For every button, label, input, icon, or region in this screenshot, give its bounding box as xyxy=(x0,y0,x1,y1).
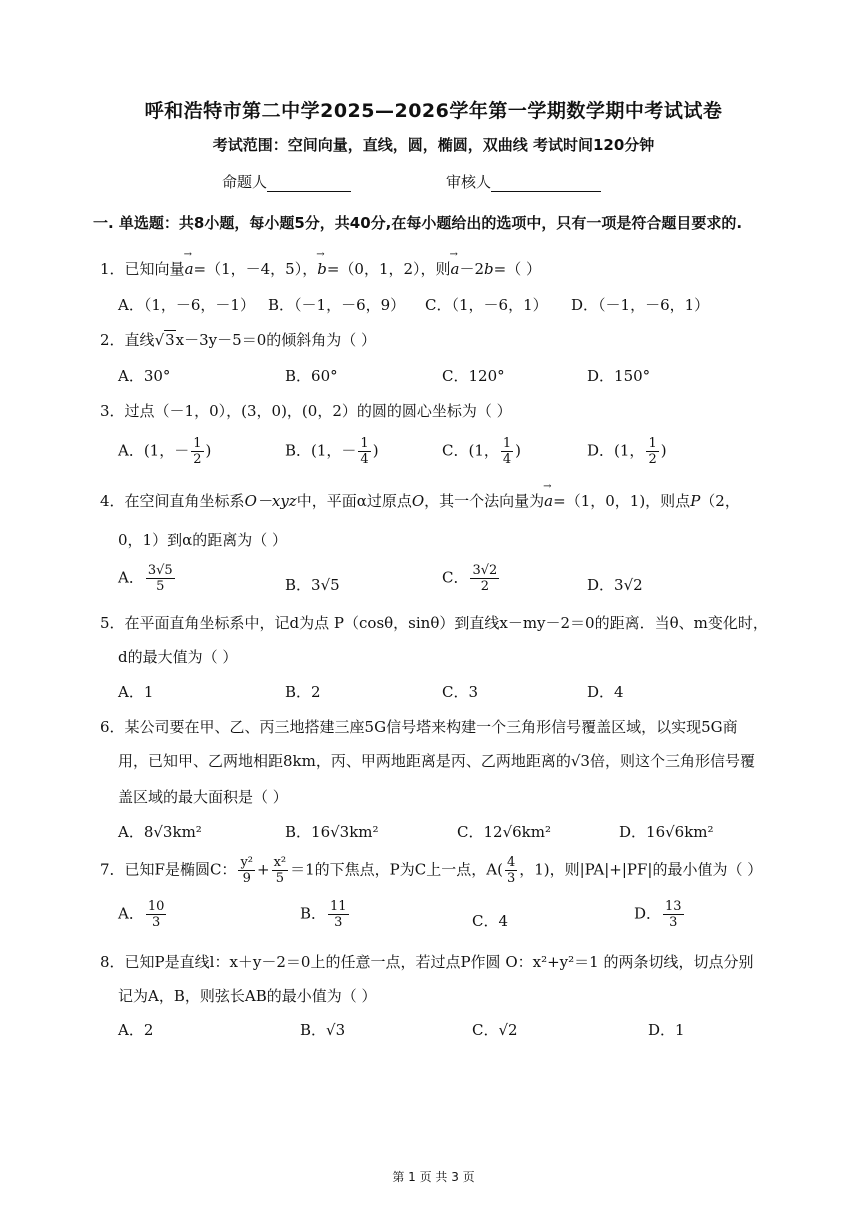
question-5-stem-line-1: 5．在平面直角坐标系中，记d为点 P（cosθ，sinθ）到直线x－my－2＝0的距离．当θ、m变化时， xyxy=(100,614,768,632)
question-2-stem: 2．直线√3x－3y－5＝0的倾斜角为（ ） xyxy=(100,331,377,349)
question-3-stem: 3．过点（－1，0），(3，0)，(0，2）的圆的圆心坐标为（ ） xyxy=(100,402,512,420)
question-8-option-c: C．√2 xyxy=(472,1021,518,1039)
question-6-option-c: C．12√6km² xyxy=(457,823,551,841)
question-1-option-b: B．（－1，－6，9） xyxy=(268,296,406,314)
question-6-stem-line-1: 6．某公司要在甲、乙、丙三地搭建三座5G信号塔来构建一个三角形信号覆盖区域，以实现5G商 xyxy=(100,718,738,736)
reviewer-label: 审核人 xyxy=(446,173,492,191)
page-footer: 第 1 页 共 3 页 xyxy=(392,1170,475,1184)
question-5-option-d: D．4 xyxy=(587,683,624,701)
author-field xyxy=(222,171,351,192)
question-7-option-c: C．4 xyxy=(472,912,509,930)
vector-b-symbol: → b xyxy=(317,260,327,278)
question-4-stem-line-2: 0，1）到α的距离为（ ） xyxy=(118,531,287,549)
question-6-option-a: A．8√3km² xyxy=(118,823,202,841)
question-5-option-b: B．2 xyxy=(285,683,321,701)
page-title: 呼和浩特市第二中学2025—2026学年第一学期数学期中考试试卷 xyxy=(144,100,723,122)
question-7-option-b: B． $\frac{11}{3}$ xyxy=(300,899,347,930)
question-4-option-a: A． $\frac{3√5}{5}$ xyxy=(118,563,173,594)
question-4-option-b: B．3√5 xyxy=(285,576,340,594)
question-4-option-c: C． $\frac{3√2}{2}$ xyxy=(442,563,498,594)
question-2-option-a: A．30° xyxy=(118,367,171,385)
author-label: 命题人 xyxy=(222,173,268,191)
question-7-option-a: A． $\frac{10}{3}$ xyxy=(118,899,165,930)
question-3-option-b: B．(1，－ $\frac{1}{4}$ ) xyxy=(285,436,379,467)
reviewer-blank xyxy=(491,175,601,192)
question-8-option-a: A．2 xyxy=(118,1021,154,1039)
question-8-stem-line-2: 记为A，B，则弦长AB的最小值为（ ） xyxy=(118,987,377,1005)
question-2-option-b: B．60° xyxy=(285,367,338,385)
question-5-stem-line-2: d的最大值为（ ） xyxy=(118,648,238,666)
question-5-option-c: C．3 xyxy=(442,683,479,701)
question-7-stem: 7．已知F是椭圆C： $\frac{\text{y²}}{9}$ + $\frac{\text{x²}}{5}$ ＝1的下焦点，P为C上一点，A( $\frac{4}{3}$ ，1)，则|PA|+|PF|的最小值为（ ） xyxy=(100,855,763,886)
question-4-stem-line-1: 4．在空间直角坐标系O－xyz中，平面α过原点O，其一个法向量为→ a=（1，0，1)，则点P（2， xyxy=(100,490,740,511)
author-blank xyxy=(267,175,351,192)
question-4-option-d: D．3√2 xyxy=(587,576,643,594)
question-3-option-d: D．(1， $\frac{1}{2}$ ) xyxy=(587,436,667,467)
question-1-option-c: C．（1，－6，1） xyxy=(425,296,548,314)
section-heading-single-choice: 一. 单选题：共8小题，每小题5分，共40分,在每小题给出的选项中，只有一项是符合题目要求的. xyxy=(93,214,743,232)
question-6-option-b: B．16√3km² xyxy=(285,823,379,841)
question-6-stem-line-3: 盖区域的最大面积是（ ） xyxy=(118,788,288,806)
question-7-option-d: D． $\frac{13}{3}$ xyxy=(634,899,682,930)
question-2-option-d: D．150° xyxy=(587,367,651,385)
question-8-option-d: D．1 xyxy=(648,1021,685,1039)
question-8-option-b: B．√3 xyxy=(300,1021,346,1039)
question-6-option-d: D．16√6km² xyxy=(619,823,714,841)
question-2-option-c: C．120° xyxy=(442,367,505,385)
vector-a-symbol: → a xyxy=(185,260,194,278)
exam-scope-subtitle: 考试范围：空间向量，直线，圆，椭圆，双曲线 考试时间120分钟 xyxy=(212,136,655,154)
question-1-stem: 1．已知向量→ a=（1，－4，5），→ b=（0，1，2），则→ a－2b=（ ） xyxy=(100,258,541,279)
question-6-stem-line-2: 用，已知甲、乙两地相距8km，丙、甲两地距离是丙、乙两地距离的√3倍，则这个三角形信号覆 xyxy=(118,752,755,770)
question-8-stem-line-1: 8．已知P是直线l：x＋y－2＝0上的任意一点，若过点P作圆 O：x²+y²＝1 的两条切线，切点分别 xyxy=(100,953,754,971)
reviewer-field xyxy=(446,171,601,192)
question-3-option-a: A．(1，－ $\frac{1}{2}$ ) xyxy=(118,436,212,467)
question-1-option-a: A．（1，－6，－1） xyxy=(118,296,255,314)
question-1-option-d: D．（－1，－6，1） xyxy=(571,296,710,314)
question-5-option-a: A．1 xyxy=(118,683,154,701)
question-3-option-c: C．(1， $\frac{1}{4}$ ) xyxy=(442,436,522,467)
